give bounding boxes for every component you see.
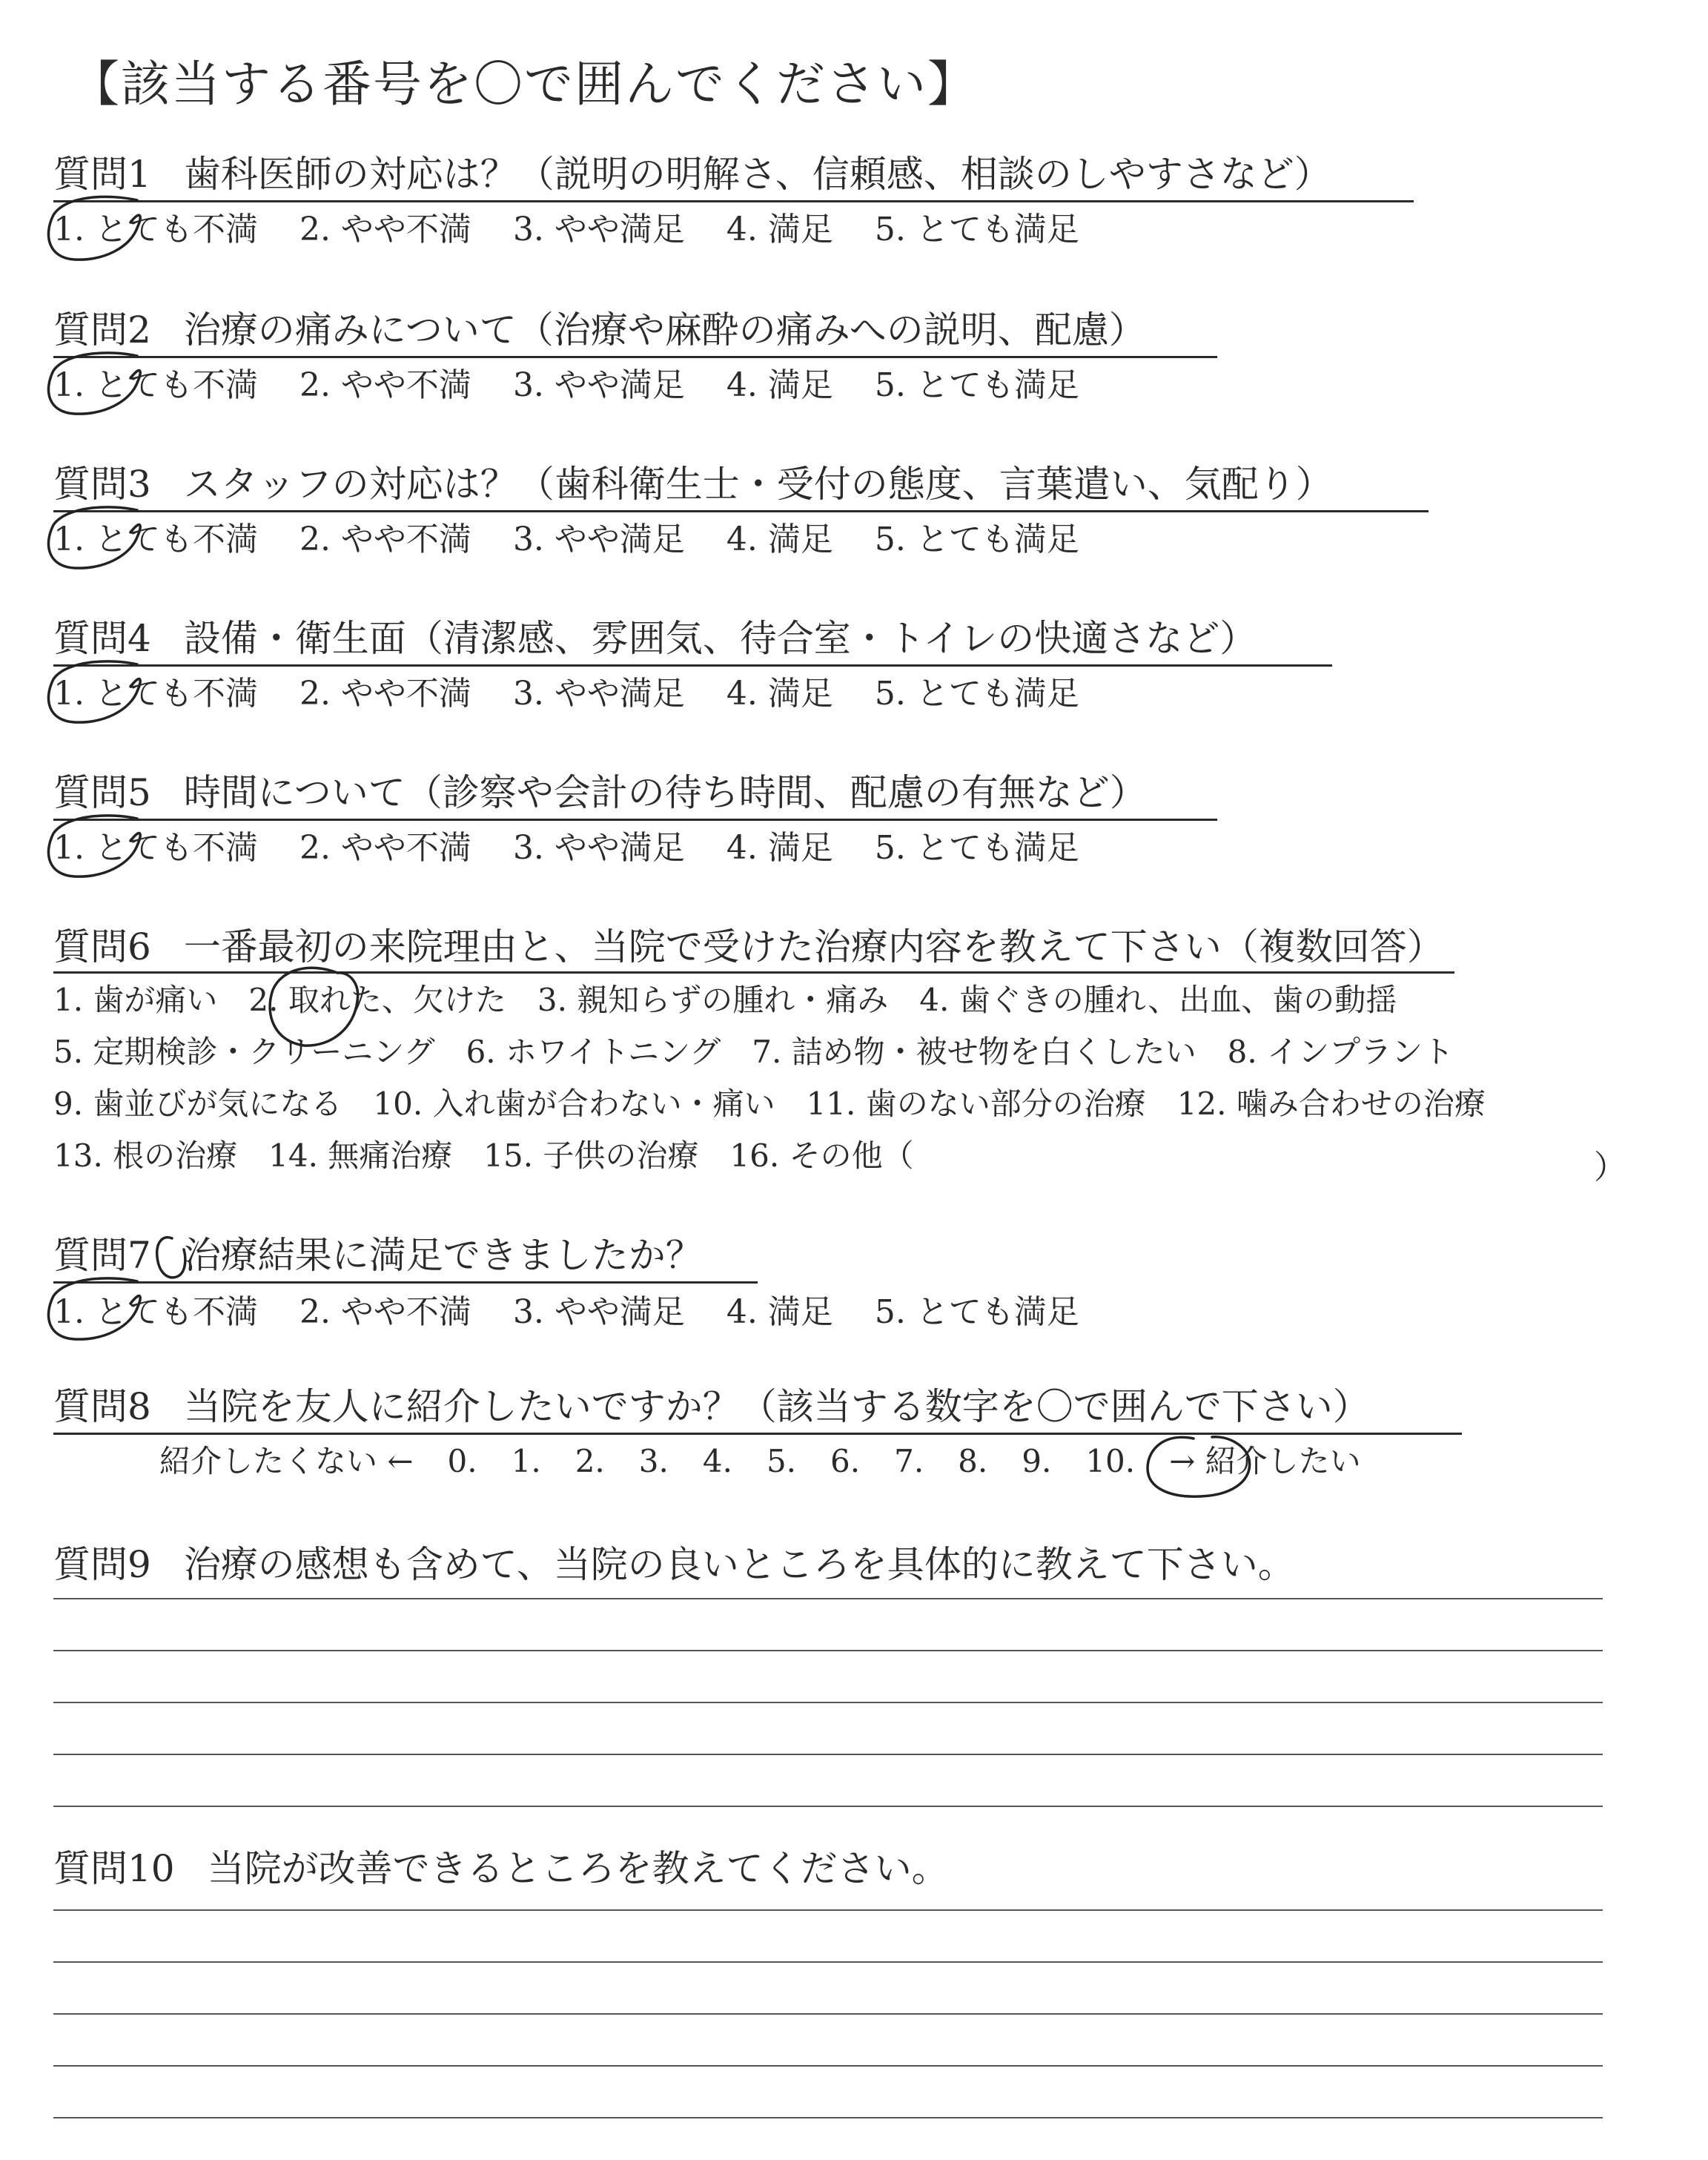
question-6-number: 質問6 (53, 925, 151, 968)
question-4-text: 設備・衛生面（清潔感、雰囲気、待合室・トイレの快適さなど） (183, 617, 1257, 660)
q5-option-5[interactable]: 5. とても満足 (874, 829, 1079, 867)
question-5 (53, 771, 1147, 814)
q7-option-2[interactable]: 2. やや不満 (299, 1293, 471, 1331)
q1-option-4[interactable]: 4. 満足 (726, 211, 833, 248)
question-1-underline (53, 200, 1414, 202)
question-4-number: 質問4 (53, 617, 151, 660)
q2-option-3[interactable]: 3. やや満足 (512, 366, 685, 404)
question-4-options (53, 675, 1121, 713)
question-6-underline (53, 971, 1454, 974)
question-6-row-4[interactable]: 13. 根の治療 14. 無痛治療 15. 子供の治療 16. その他（ (53, 1137, 914, 1174)
question-9-number: 質問9 (53, 1543, 151, 1586)
q7-option-1[interactable]: 1. とても不満 (53, 1293, 258, 1331)
question-6-row-1[interactable]: 1. 歯が痛い 2. 取れた、欠けた 3. 親知らずの腫れ・痛み 4. 歯ぐきの腫れ、出血、歯の動揺 (53, 982, 1397, 1018)
question-9 (53, 1543, 1295, 1586)
question-8 (53, 1385, 1370, 1428)
scale-2[interactable]: 2. (575, 1443, 605, 1479)
question-3-number: 質問3 (53, 463, 151, 506)
question-6-other-close: ） (1594, 1149, 1626, 1186)
question-6-text: 一番最初の来院理由と、当院で受けた治療内容を教えて下さい（複数回答） (183, 925, 1444, 968)
question-2 (53, 308, 1146, 351)
question-3-text: スタッフの対応は？（歯科衛生士・受付の態度、言葉遣い、気配り） (183, 463, 1333, 506)
q4-option-1[interactable]: 1. とても不満 (53, 675, 258, 713)
scale-9[interactable]: 9. (1022, 1443, 1052, 1479)
q5-option-1[interactable]: 1. とても不満 (53, 829, 258, 867)
answer-line[interactable] (53, 1754, 1603, 1755)
question-4 (53, 617, 1257, 660)
question-8-text: 当院を友人に紹介したいですか？（該当する数字を〇で囲んで下さい） (183, 1385, 1370, 1428)
scale-right-label: → 紹介したい (1169, 1443, 1361, 1479)
question-2-underline (53, 356, 1217, 358)
q2-option-2[interactable]: 2. やや不満 (299, 366, 471, 404)
question-5-underline (53, 819, 1217, 821)
question-7-underline (53, 1281, 758, 1284)
question-7 (53, 1234, 703, 1277)
scale-8[interactable]: 8. (958, 1443, 988, 1479)
question-3-underline (53, 510, 1429, 512)
q3-option-1[interactable]: 1. とても不満 (53, 521, 258, 558)
answer-line[interactable] (53, 2013, 1603, 2015)
question-3 (53, 463, 1333, 506)
answer-line[interactable] (53, 1650, 1603, 1651)
question-5-options (53, 829, 1121, 867)
scale-1[interactable]: 1. (511, 1443, 541, 1479)
scale-4[interactable]: 4. (702, 1443, 732, 1479)
question-7-options (53, 1293, 1121, 1331)
question-7-text: 治療結果に満足できましたか？ (183, 1234, 703, 1277)
answer-line[interactable] (53, 2065, 1603, 2067)
question-10-text: 当院が改善できるところを教えてください。 (207, 1847, 949, 1890)
q1-option-5[interactable]: 5. とても満足 (874, 211, 1079, 248)
answer-line[interactable] (53, 1961, 1603, 1963)
q4-option-5[interactable]: 5. とても満足 (874, 675, 1079, 713)
question-9-text: 治療の感想も含めて、当院の良いところを具体的に教えて下さい。 (183, 1543, 1295, 1586)
question-1-text: 歯科医師の対応は？（説明の明解さ、信頼感、相談のしやすさなど） (183, 153, 1331, 196)
q7-option-3[interactable]: 3. やや満足 (512, 1293, 685, 1331)
q3-option-3[interactable]: 3. やや満足 (512, 521, 685, 558)
q5-option-4[interactable]: 4. 満足 (726, 829, 833, 867)
question-6-row-3[interactable]: 9. 歯並びが気になる 10. 入れ歯が合わない・痛い 11. 歯のない部分の治療 12. 噛み合わせの治療 (53, 1086, 1486, 1122)
question-5-number: 質問5 (53, 771, 151, 814)
scale-6[interactable]: 6. (830, 1443, 861, 1479)
answer-line[interactable] (53, 2117, 1603, 2118)
question-3-options (53, 521, 1121, 558)
q7-option-4[interactable]: 4. 満足 (726, 1293, 833, 1331)
q4-option-3[interactable]: 3. やや満足 (512, 675, 685, 713)
question-8-underline (53, 1433, 1462, 1435)
q1-option-2[interactable]: 2. やや不満 (299, 211, 471, 248)
q2-option-1[interactable]: 1. とても不満 (53, 366, 258, 404)
q2-option-5[interactable]: 5. とても満足 (874, 366, 1079, 404)
q3-option-5[interactable]: 5. とても満足 (874, 521, 1079, 558)
answer-line[interactable] (53, 1806, 1603, 1807)
question-7-number: 質問7 (53, 1234, 151, 1277)
answer-line[interactable] (53, 1909, 1603, 1911)
question-2-number: 質問2 (53, 308, 151, 351)
question-8-number: 質問8 (53, 1385, 151, 1428)
q7-option-5[interactable]: 5. とても満足 (874, 1293, 1079, 1331)
q2-option-4[interactable]: 4. 満足 (726, 366, 833, 404)
scale-left-label: 紹介したくない ← (159, 1443, 414, 1479)
page-title: 【該当する番号を〇で囲んでください】 (70, 56, 978, 113)
answer-line[interactable] (53, 1702, 1603, 1703)
question-1 (53, 153, 1331, 196)
question-6 (53, 925, 1444, 968)
q3-option-4[interactable]: 4. 満足 (726, 521, 833, 558)
question-2-options (53, 366, 1121, 404)
scale-3[interactable]: 3. (638, 1443, 669, 1479)
question-8-scale (159, 1443, 1395, 1479)
q3-option-2[interactable]: 2. やや不満 (299, 521, 471, 558)
answer-line[interactable] (53, 1598, 1603, 1599)
question-6-row-2[interactable]: 5. 定期検診・クリーニング 6. ホワイトニング 7. 詰め物・被せ物を白くしたい 8. インプラント (53, 1034, 1454, 1070)
scale-10[interactable]: 10. (1085, 1443, 1136, 1479)
question-1-number: 質問1 (53, 153, 151, 196)
q1-option-1[interactable]: 1. とても不満 (53, 211, 258, 248)
question-4-underline (53, 664, 1332, 667)
q1-option-3[interactable]: 3. やや満足 (512, 211, 685, 248)
question-5-text: 時間について（診察や会計の待ち時間、配慮の有無など） (183, 771, 1147, 814)
q5-option-2[interactable]: 2. やや不満 (299, 829, 471, 867)
q4-option-4[interactable]: 4. 満足 (726, 675, 833, 713)
q4-option-2[interactable]: 2. やや不満 (299, 675, 471, 713)
scale-7[interactable]: 7. (894, 1443, 924, 1479)
question-10 (53, 1847, 949, 1890)
question-1-options (53, 211, 1121, 248)
question-2-text: 治療の痛みについて（治療や麻酔の痛みへの説明、配慮） (183, 308, 1146, 351)
scale-0[interactable]: 0. (447, 1443, 477, 1479)
q5-option-3[interactable]: 3. やや満足 (512, 829, 685, 867)
scale-5[interactable]: 5. (766, 1443, 797, 1479)
question-10-number: 質問10 (53, 1847, 175, 1890)
